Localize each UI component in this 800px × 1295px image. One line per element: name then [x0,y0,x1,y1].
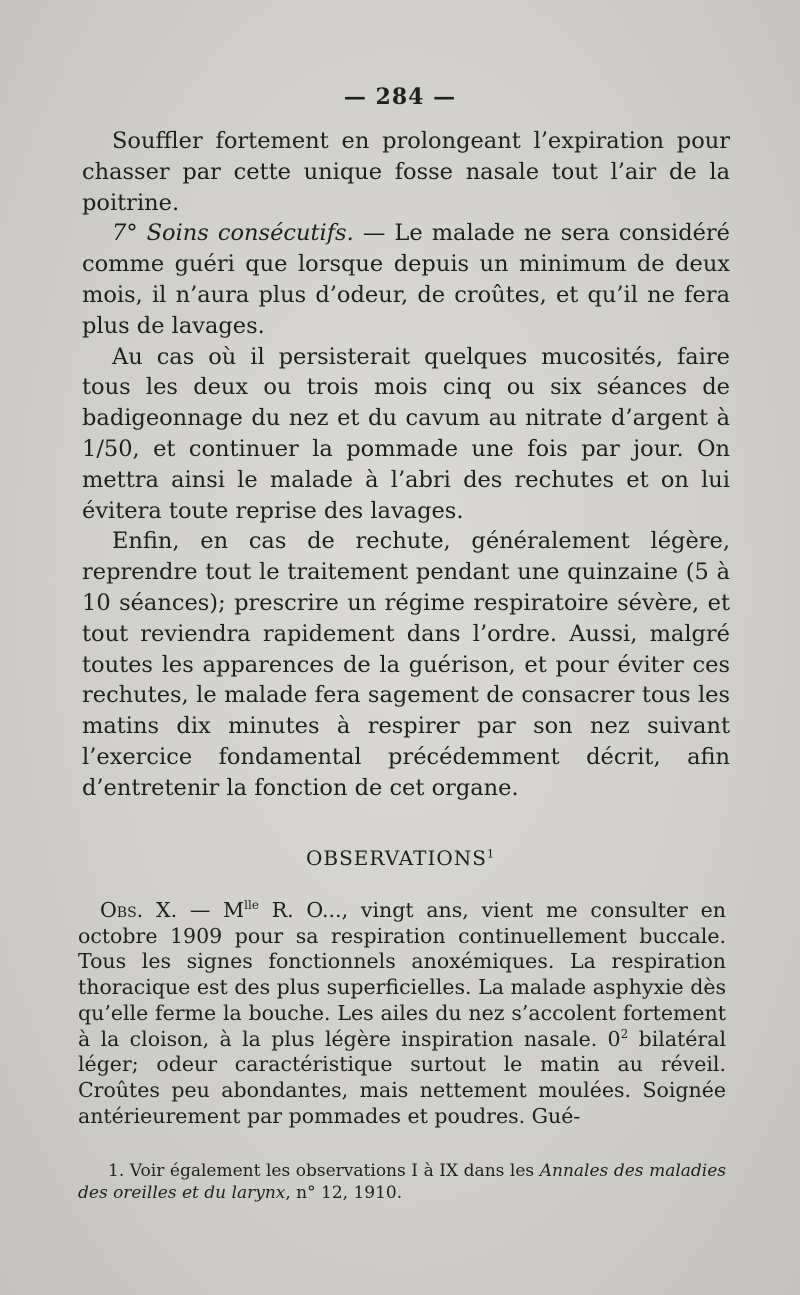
observation-text-a: — M [177,898,245,922]
main-text [82,126,730,804]
observation-text [78,898,726,1129]
paragraph-4: Enfin, en cas de rechute, généralement légère, reprendre tout le traitement pendant une quinzaine (5 à 10 séances); prescrire un régime respiratoire sévère, et tout reviendra rapidement dans l’ordre. Aussi, malgré toutes les apparences de la guérison, et pour éviter ces rechutes, le malade fera sagement de consacrer tous les matins dix minutes à respirer par son nez suivant l’exercice fondamental précédemment décrit, afin d’entretenir la fonction de cet organe. [82,528,730,801]
footnote-text-b: , n° 12, 1910. [285,1183,403,1203]
footnote-journal-title: Annales des maladies des oreilles et du larynx [78,1161,727,1203]
section-title [0,846,800,870]
observation-text-b: R. O..., vingt ans, vient me consulter en octobre 1909 pour sa respiration continuellement buccale. Tous les signes fonctionnels anoxémiques. La respiration thoracique est des plus superficielles. La malade asphyxie dès qu’elle ferme la bouche. Les ailes du nez s’accolent fortement à la cloison, à la plus légère inspiration nasale. 0 [78,898,726,1051]
paragraph-2-text: — Le malade ne sera considéré comme guéri que lorsque depuis un minimum de deux mois, il n’aura plus d’odeur, de croûtes, et qu’il ne fera plus de lavages. [82,220,730,339]
observation-label: Obs. X. [100,898,178,922]
page-number: — 284 — [343,84,457,110]
observation-paragraph [78,898,726,1129]
footnote-mark: 1 [487,847,494,861]
footnote-text-a: Voir également les observations I à IX dans les [124,1161,540,1181]
paragraph-2-heading: 7° Soins consécutifs. [112,220,354,247]
observation-sup-lle: lle [244,898,259,913]
paragraph-2 [82,218,730,341]
paragraph-3: Au cas où il persisterait quelques mucosités, faire tous les deux ou trois mois cinq ou six séances de badigeonnage du nez et du cavum au nitrate d’argent à 1/50, et continuer la pommade une fois par jour. On mettra ainsi le malade à l’abri des rechutes et on lui évitera toute reprise des lavages. [82,343,730,524]
observation-text-c: bilatéral léger; odeur caractéristique surtout le matin au réveil. Croûtes peu abondantes, mais nettement moulées. Soignée antérieurement par pommades et poudres. Gué- [78,1026,726,1128]
section-title-text: OBSERVATIONS [305,846,487,870]
footnote-number: 1. [108,1161,125,1181]
observation-sup-2: 2 [620,1026,629,1041]
footnote [78,1160,726,1204]
paragraph-1: Souffler fortement en prolongeant l’expiration pour chasser par cette unique fosse nasale tout l’air de la poitrine. [82,128,730,216]
footnote-paragraph [78,1160,726,1204]
